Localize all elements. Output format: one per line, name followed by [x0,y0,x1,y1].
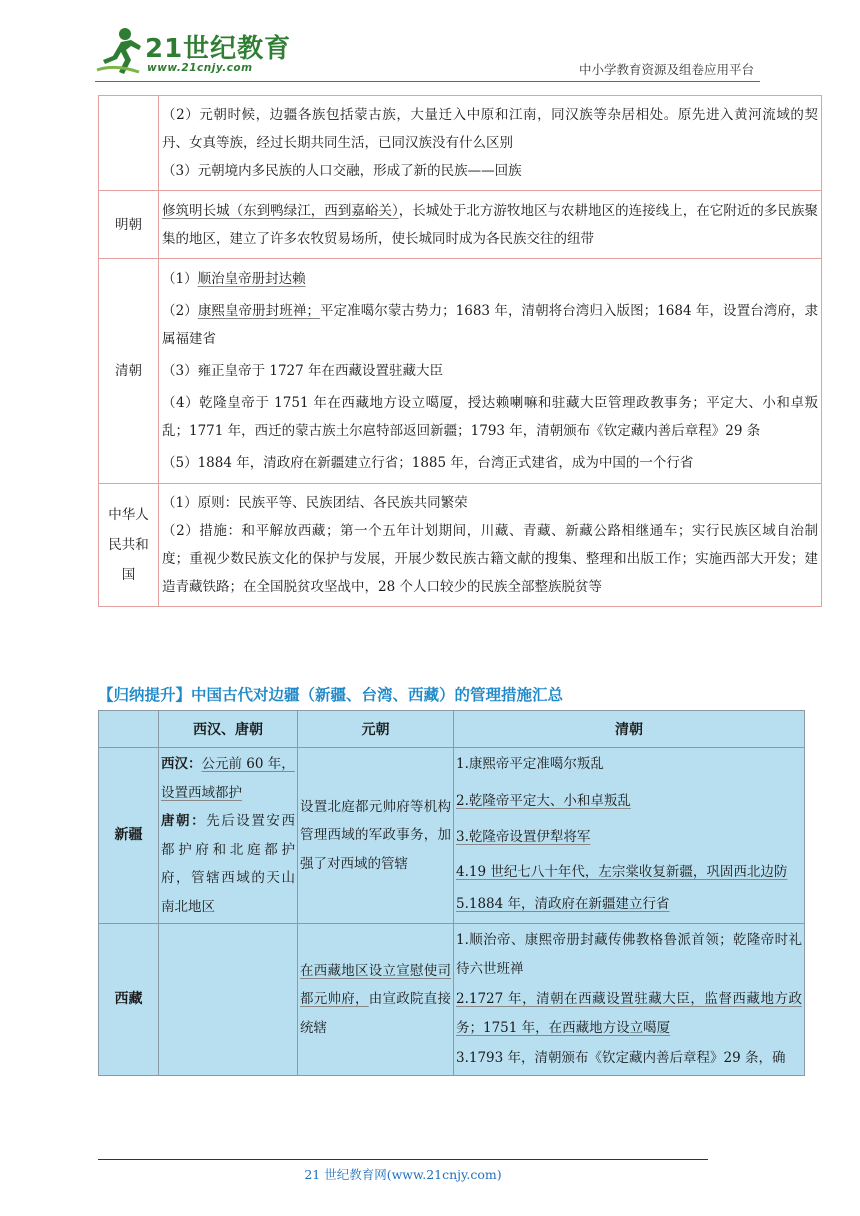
running-person-logo-icon [95,26,143,78]
yuan-point-2: （2）元朝时候，边疆各族包括蒙古族，大量迁入中原和江南，同汉族等杂居相处。原先进入黄河流域的契丹、女真等族，经过长期共同生活，已同汉族没有什么区别 [162,107,818,151]
cell-han-tang: 西汉：公元前 60 年， 设置西域都护 唐朝：先后设置安西都护府和北庭都护府，管辖西域的天山南北地区 [159,748,298,924]
column-header: 元朝 [298,711,454,748]
column-header: 西汉、唐朝 [159,711,298,748]
era-cell-qing: 清朝 [99,259,159,484]
era-cell-prc: 中华人民共和国 [99,484,159,607]
header-row [99,711,805,748]
qing-xz-3: 3.1793 年，清朝颁布《钦定藏内善后章程》29 条，确 [456,1050,786,1066]
cell-han-tang [159,924,298,1076]
prc-point-1: （1）原则：民族平等、民族团结、各民族共同繁荣 [162,495,468,511]
column-header [99,711,159,748]
logo-url: www.21cnjy.com [147,62,253,74]
platform-name: 中小学教育资源及组卷应用平台 [578,62,754,77]
cell-qing [454,924,805,1076]
cell-qing [454,748,805,924]
qing-xj-3: 3.乾隆帝设置伊犁将军 [456,829,591,845]
table-row [99,748,805,924]
yuan-point-3: （3）元朝境内多民族的人口交融，形成了新的民族——回族 [162,163,522,179]
content-cell [159,191,822,259]
table-row [99,191,822,259]
ming-wall-rest: ，长城处于北方游牧地区与农耕地区的连接线上，在它附近的多民族聚集的地区，建立了许多农牧贸易场所，使长城同时成为各民族交往的纽带 [162,202,818,247]
qing-xz-2: 2.1727 年，清朝在西藏设置驻藏大臣，监督西藏地方政务；1751 年，在西藏地方设立噶厦 [456,991,802,1036]
section-title: 【归纳提升】中国古代对边疆（新疆、台湾、西藏）的管理措施汇总 [98,686,564,704]
table-row [99,484,822,607]
qing-xj-4: 4.19 世纪七八十年代，左宗棠收复新疆，巩固西北边防 [456,863,788,880]
qing-point-3: （3）雍正皇帝于 1727 年在西藏设置驻藏大臣 [162,363,444,379]
region-xizang: 西藏 [99,924,159,1076]
column-header: 清朝 [454,711,805,748]
header-divider [95,81,760,82]
frontier-summary-table [98,710,805,1076]
content-cell [159,259,822,484]
region-xinjiang: 新疆 [99,748,159,924]
era-cell-ming: 明朝 [99,191,159,259]
qing-xz-1: 1.顺治帝、康熙帝册封藏传佛教格鲁派首领；乾隆帝时礼待六世班禅 [456,932,802,977]
qing-point-4: （4）乾隆皇帝于 1751 年在西藏地方设立噶厦，授达赖喇嘛和驻藏大臣管理政教事务；平定大、小和卓叛乱；1771 年，西迁的蒙古族土尔扈特部返回新疆；1793 年，清朝颁布《钦定藏内善后章程》29 条 [162,395,818,439]
page-header [95,18,760,82]
qing-xj-2: 2.乾隆帝平定大、小和卓叛乱 [456,792,631,809]
qing-point-2: （2）康熙皇帝册封班禅；平定准噶尔蒙古势力；1683 年，清朝将台湾归入版图；1684 年，设置台湾府，隶属福建省 [162,303,818,347]
prc-point-2: （2）措施：和平解放西藏；第一个五年计划期间，川藏、青藏、新藏公路相继通车；实行民族区域自治制度；重视少数民族文化的保护与发展，开展少数民族古籍文献的搜集、整理和出版工作；实施西部大开发；建造青藏铁路；在全国脱贫攻坚战中，28 个人口较少的民族全部整族脱贫等 [162,523,818,595]
content-cell [159,96,822,191]
content-cell [159,484,822,607]
era-cell [99,96,159,191]
qing-xj-5: 5.1884 年，清政府在新疆建立行省 [456,896,670,912]
table-row [99,259,822,484]
logo-title: 21世纪教育 [145,34,292,64]
ming-wall-text: 修筑明长城（东到鸭绿江，西到嘉峪关） [162,202,399,219]
qing-xj-1: 1.康熙帝平定准噶尔叛乱 [456,756,604,772]
table-row [99,96,822,191]
qing-point-5: （5）1884 年，清政府在新疆建立行省；1885 年，台湾正式建省，成为中国的一个行省 [162,455,694,471]
logo [95,18,295,82]
table-row [99,924,805,1076]
qing-point-1: （1）顺治皇帝册封达赖 [162,271,306,287]
dynasty-table [98,95,822,607]
cell-yuan: 设置北庭都元帅府等机构管理西域的军政事务，加强了对西域的管辖 [298,748,454,924]
footer-text: 21 世纪教育网(www.21cnjy.com) [304,1167,502,1182]
footer-divider [98,1159,708,1160]
cell-yuan: 在西藏地区设立宣慰使司都元帅府，由宣政院直接统辖 [298,924,454,1076]
